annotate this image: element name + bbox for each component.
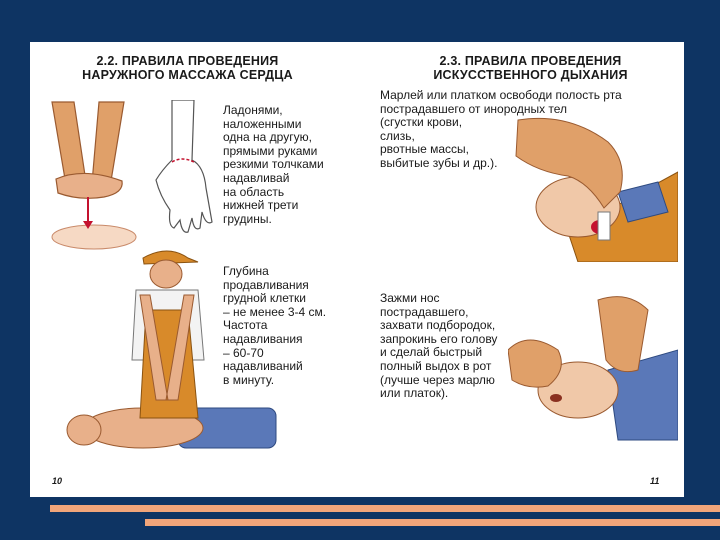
right-page-number: 11: [650, 476, 660, 486]
text-line: Зажми нос: [380, 291, 440, 305]
booklet-spread: [30, 42, 684, 497]
text-line: продавливания: [223, 277, 309, 292]
clear-mouth-illustration: [508, 112, 678, 262]
text-line: Глубина: [223, 264, 269, 278]
hand-position-illustration: [142, 100, 222, 240]
left-arm: [52, 102, 86, 185]
hands-compression-illustration: [44, 97, 144, 252]
left-heading: [55, 54, 320, 82]
left-heading-line: 2.2. ПРАВИЛА ПРОВЕДЕНИЯ: [96, 54, 279, 68]
text-line: полный выдох в рот: [380, 358, 492, 373]
text-line: пострадавшего,: [380, 304, 469, 319]
text-line: (лучше через марлю: [380, 372, 495, 387]
patient-head: [67, 415, 101, 445]
left-instruction-palms: [223, 104, 324, 226]
right-instruction-breath: [380, 292, 497, 401]
left-page-number: 10: [52, 476, 63, 486]
hand-outline: [156, 100, 212, 232]
text-line: грудины.: [223, 211, 272, 226]
text-line: (сгустки крови,: [380, 115, 463, 130]
right-heading: [398, 54, 663, 82]
left-heading-line: НАРУЖНОГО МАССАЖА СЕРДЦА: [82, 68, 293, 82]
rescuer-head: [150, 260, 182, 288]
patient-mouth: [550, 394, 562, 402]
gauze-cloth: [598, 212, 610, 240]
helper-hand-on-chin: [508, 340, 561, 387]
text-line: – 60-70: [223, 345, 264, 360]
text-line: и сделай быстрый: [380, 345, 483, 360]
text-line: запрокинь его голову: [380, 331, 498, 346]
text-line: одна на другую,: [223, 130, 312, 145]
text-line: в минуту.: [223, 372, 275, 387]
right-heading-line: 2.3. ПРАВИЛА ПРОВЕДЕНИЯ: [439, 54, 622, 68]
text-line: или платок).: [380, 386, 449, 401]
text-line: надавливания: [223, 331, 303, 346]
text-line: наложенными: [223, 116, 302, 131]
text-line: грудной клетки: [223, 291, 306, 306]
text-line: Ладонями,: [223, 103, 283, 117]
text-line: надавливай: [223, 170, 290, 185]
text-line: захвати подбородок,: [380, 318, 496, 333]
text-line: слизь,: [380, 128, 415, 143]
stacked-palms: [56, 173, 122, 198]
text-line: – не менее 3-4 см.: [223, 304, 327, 319]
text-line: нижней трети: [223, 198, 299, 213]
text-line: надавливаний: [223, 359, 303, 374]
text-line: рвотные массы,: [380, 142, 469, 157]
text-line: прямыми руками: [223, 143, 318, 158]
accent-stripe-top: [50, 505, 720, 512]
text-line: пострадавшего от инородных тел: [380, 101, 568, 116]
text-line: выбитые зубы и др.).: [380, 155, 498, 170]
text-line: Марлей или платком освободи полость рта: [380, 88, 622, 102]
text-line: на область: [223, 184, 285, 199]
left-instruction-depth: [223, 265, 326, 387]
accent-stripe-bottom: [145, 519, 720, 526]
rescue-breath-illustration: [508, 290, 678, 455]
text-line: Частота: [223, 318, 268, 333]
right-heading-line: ИСКУССТВЕННОГО ДЫХАНИЯ: [433, 68, 628, 82]
text-line: резкими толчками: [223, 157, 324, 172]
